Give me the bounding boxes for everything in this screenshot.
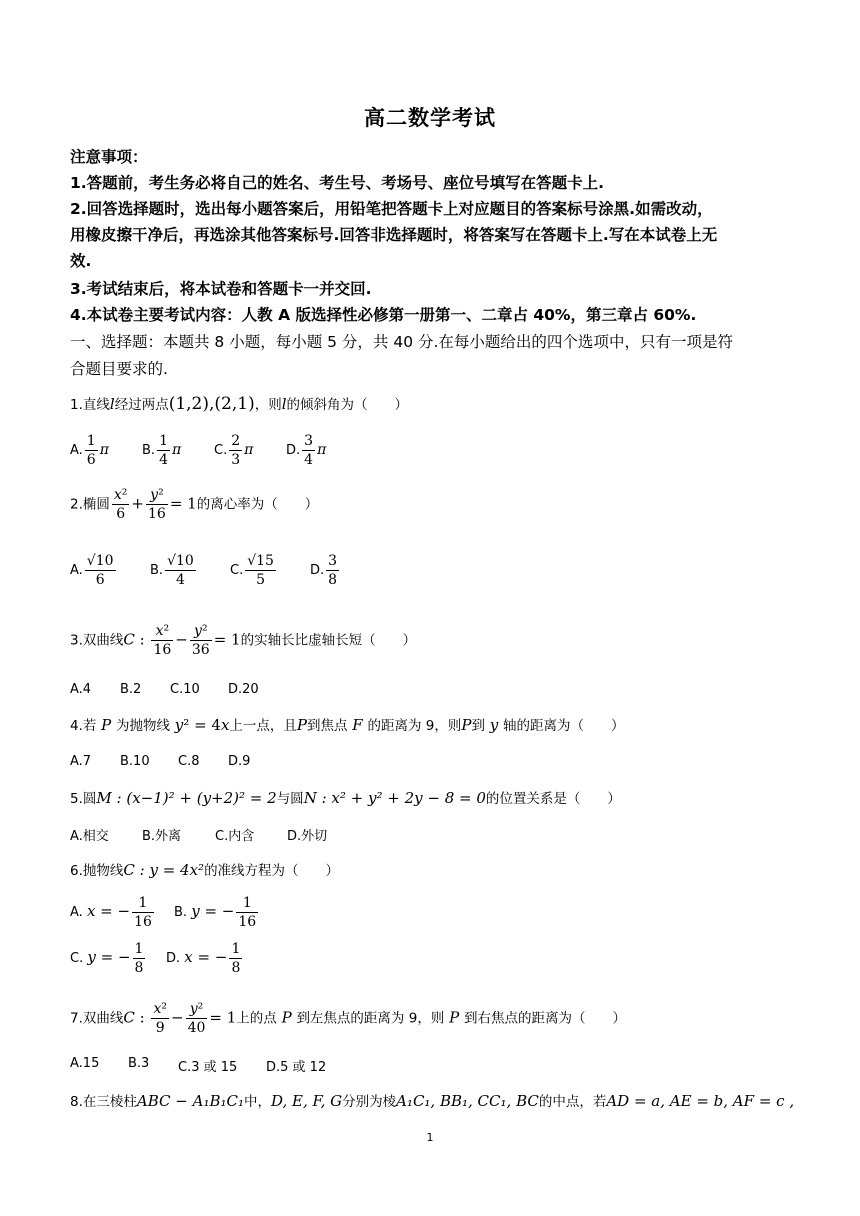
q1-points: (1,2),(2,1)	[168, 394, 255, 414]
q5-circle-m-equation: M : (x−1)² + (y+2)² = 2	[96, 789, 277, 807]
q5-circle-n-equation: N : x² + y² + 2y − 8 = 0	[303, 789, 486, 807]
q1-option-c[interactable]: C. $\frac{2}{3}$ π	[214, 433, 254, 468]
q2-option-b[interactable]: B. $\frac{√10}{4}$	[150, 553, 194, 588]
q4-option-d[interactable]: D.9	[228, 754, 251, 769]
q6-option-d[interactable]: D. x = − $\frac{1}{8}$	[166, 941, 241, 976]
q5-option-a[interactable]: A.相交	[70, 829, 109, 844]
q3-option-a[interactable]: A.4	[70, 682, 92, 697]
notice-heading: 注意事项：	[70, 148, 148, 166]
question-7: 7.双曲线C : $\frac{\text{x²}}{9}$ − $\frac{\text{y²}}{40}$ = 1上的点 P 到左焦点的距离为 9，则 P 到右焦点的距离为（ ）	[70, 1001, 626, 1036]
q1-option-d[interactable]: D. $\frac{3}{4}$ π	[286, 433, 327, 468]
q5-option-b[interactable]: B.外离	[142, 829, 182, 844]
notice-item-2-line-1: 2.回答选择题时，选出每小题答案后，用铅笔把答题卡上对应题目的答案标号涂黑.如需改动，	[70, 200, 713, 218]
q8-points: D, E, F, G	[270, 1092, 343, 1110]
page-number: 1	[426, 1131, 434, 1144]
section-heading-line-2: 合题目要求的.	[70, 360, 168, 378]
q2-option-a[interactable]: A. $\frac{√10}{6}$	[70, 553, 114, 588]
question-6: 6.抛物线C : y = 4x²的准线方程为（ ）	[70, 861, 340, 879]
q3-text-post: 的实轴长比虚轴长短（ ）	[240, 632, 417, 649]
q3-text-pre: 3.双曲线	[70, 632, 124, 649]
q6-option-c[interactable]: C. y = − $\frac{1}{8}$	[70, 941, 144, 976]
question-4: 4.若 P 为抛物线 y² = 4x上一点，且P到焦点 F 的距离为 9，则P到 y 轴的距离为（ ）	[70, 716, 625, 734]
q7-option-b[interactable]: B.3	[128, 1056, 150, 1071]
q2-text-pre: 2.椭圆	[70, 496, 110, 513]
q1-option-b[interactable]: B. $\frac{1}{4}$ π	[142, 433, 182, 468]
exam-title: 高二数学考试	[364, 106, 496, 130]
q4-option-b[interactable]: B.10	[120, 754, 150, 769]
question-8: 8.在三棱柱ABC − A₁B₁C₁中，D, E, F, G分别为棱A₁C₁, BB₁, CC₁, BC的中点，若AD = a, AE = b, AF = c ,	[70, 1092, 795, 1110]
q2-option-d[interactable]: D. $\frac{3}{8}$	[310, 553, 338, 588]
question-1: 1.直线l经过两点(1,2),(2,1)，则l的倾斜角为（ ）	[70, 394, 409, 414]
q8-prism: ABC − A₁B₁C₁	[136, 1092, 244, 1110]
q3-option-c[interactable]: C.10	[170, 682, 200, 697]
q5-option-d[interactable]: D.外切	[287, 829, 328, 844]
q6-option-a[interactable]: A. x = − $\frac{1}{16}$	[70, 895, 152, 930]
q2-option-c[interactable]: C. $\frac{√15}{5}$	[230, 553, 274, 588]
q1-text-pre: 1.直线	[70, 397, 110, 413]
q6-option-b[interactable]: B. y = − $\frac{1}{16}$	[174, 895, 257, 930]
q7-option-c[interactable]: C.3 或 15	[178, 1060, 238, 1075]
q6-parabola-equation: C : y = 4x²	[123, 861, 205, 879]
question-2: 2.椭圆 $\frac{\text{x²}}{6}$ + $\frac{\text{y²}}{16}$ = 1的离心率为（ ）	[70, 487, 319, 522]
question-3: 3.双曲线C : $\frac{\text{x²}}{16}$ − $\frac{\text{y²}}{36}$ = 1的实轴长比虚轴长短（ ）	[70, 623, 417, 658]
notice-item-2-line-3: 效.	[70, 252, 92, 270]
notice-item-2-line-2: 用橡皮擦干净后，再选涂其他答案标号.回答非选择题时，将答案写在答题卡上.写在本试卷上无	[70, 226, 718, 244]
question-5: 5.圆M : (x−1)² + (y+2)² = 2与圆N : x² + y² + 2y − 8 = 0的位置关系是（ ）	[70, 789, 621, 807]
q4-option-c[interactable]: C.8	[178, 754, 200, 769]
q7-option-d[interactable]: D.5 或 12	[266, 1060, 327, 1075]
q3-option-d[interactable]: D.20	[228, 682, 259, 697]
q1-text-post2: 的倾斜角为（ ）	[286, 397, 409, 413]
q5-option-c[interactable]: C.内含	[215, 829, 255, 844]
notice-item-3: 3.考试结束后，将本试卷和答题卡一并交回.	[70, 280, 372, 298]
notice-item-1: 1.答题前，考生务必将自己的姓名、考生号、考场号、座位号填写在答题卡上.	[70, 174, 605, 192]
q8-vectors: AD = a, AE = b, AF = c ,	[606, 1092, 795, 1110]
q2-text-post: 的离心率为（ ）	[196, 496, 319, 513]
q1-option-a[interactable]: A. $\frac{1}{6}$ π	[70, 433, 109, 468]
section-heading-line-1: 一、选择题：本题共 8 小题，每小题 5 分，共 40 分.在每小题给出的四个选项中，只有一项是符	[70, 333, 733, 351]
notice-item-4: 4.本试卷主要考试内容：人教 A 版选择性必修第一册第一、二章占 40%，第三章占 60%.	[70, 306, 697, 324]
q1-text-post: ，则	[254, 397, 282, 413]
q8-edges: A₁C₁, BB₁, CC₁, BC	[396, 1092, 539, 1110]
q7-option-a[interactable]: A.15	[70, 1056, 100, 1071]
q4-option-a[interactable]: A.7	[70, 754, 92, 769]
q1-text-mid: 经过两点	[114, 397, 169, 413]
q3-option-b[interactable]: B.2	[120, 682, 142, 697]
